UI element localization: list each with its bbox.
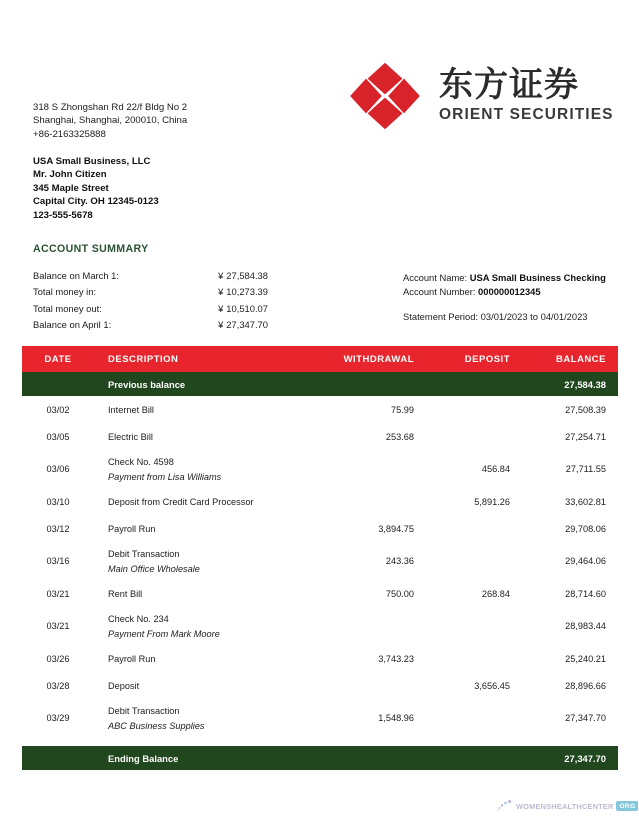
row-date: 03/06 (46, 464, 70, 474)
row-deposit: 456.84 (481, 464, 510, 474)
account-number-label: Account Number: (403, 285, 476, 297)
row-balance: 25,240.21 (565, 653, 606, 664)
currency-symbol: ¥ (218, 318, 224, 330)
row-deposit: 3,656.45 (474, 680, 510, 691)
customer-phone: 123-555-5678 (33, 209, 93, 221)
row-withdrawal (316, 672, 430, 699)
row-withdrawal: 243.36 (385, 556, 414, 566)
row-description-main: Debit Transaction (108, 548, 180, 559)
summary-value (182, 304, 268, 320)
row-description-main: Payroll Run (108, 523, 156, 534)
row-balance: 28,896.66 (565, 680, 606, 691)
previous-balance-amount: 27,584.38 (526, 372, 618, 396)
previous-balance-date (22, 372, 94, 396)
row-date: 03/26 (46, 653, 70, 664)
account-number-row (403, 285, 606, 299)
row-date: 03/05 (46, 431, 70, 442)
column-header-description: DESCRIPTION (94, 346, 316, 372)
column-header-date: DATE (22, 346, 94, 372)
row-description-main: Debit Transaction (108, 705, 180, 716)
logo-wordmark (439, 64, 614, 125)
dots-swoosh-icon (497, 799, 513, 813)
table-row (22, 515, 618, 542)
previous-balance-label: Previous balance (94, 372, 316, 396)
row-balance: 27,508.39 (565, 404, 606, 415)
row-date: 03/12 (46, 523, 70, 534)
table-row (22, 423, 618, 450)
summary-amount: 10,273.39 (226, 286, 268, 298)
account-details (403, 271, 606, 299)
previous-balance-deposit (430, 372, 526, 396)
account-summary-title: ACCOUNT SUMMARY (33, 243, 149, 255)
previous-balance-row (22, 372, 618, 396)
column-header-deposit: DEPOSIT (430, 346, 526, 372)
row-deposit (430, 515, 526, 542)
row-description-main: Payroll Run (108, 653, 156, 664)
previous-balance-withdrawal (316, 372, 430, 396)
ending-balance-deposit (430, 746, 526, 770)
row-deposit (430, 542, 526, 580)
summary-value (182, 271, 268, 287)
row-description-main: Deposit (108, 680, 140, 691)
transactions-table (22, 346, 618, 770)
row-description-main: Check No. 4598 (108, 456, 174, 467)
row-date: 03/16 (46, 556, 70, 566)
logo-english-name: ORIENT SECURITIES (439, 106, 614, 124)
row-withdrawal: 3,894.75 (378, 523, 414, 534)
summary-amount: 27,347.70 (226, 318, 268, 330)
row-balance: 28,714.60 (565, 588, 606, 599)
row-balance: 29,708.06 (565, 523, 606, 534)
row-withdrawal: 75.99 (391, 404, 414, 415)
row-withdrawal: 750.00 (385, 588, 414, 599)
row-deposit: 5,891.26 (474, 496, 510, 507)
account-name-label: Account Name: (403, 272, 468, 283)
row-deposit (430, 396, 526, 423)
row-description (94, 450, 316, 488)
account-number-value: 000000012345 (478, 285, 541, 297)
watermark-org-badge: ORG (616, 801, 638, 811)
customer-city-state-zip: Capital City. OH 12345-0123 (33, 196, 159, 208)
currency-symbol: ¥ (218, 302, 224, 314)
row-balance: 28,983.44 (565, 621, 606, 631)
currency-symbol: ¥ (218, 270, 224, 281)
statement-period-label: Statement Period: (403, 311, 479, 322)
customer-company: USA Small Business, LLC (33, 156, 151, 167)
row-description-main: Check No. 234 (108, 613, 169, 624)
row-description-sub: Payment from Lisa Williams (108, 471, 222, 482)
summary-value (182, 287, 268, 303)
summary-amount: 10,510.07 (226, 302, 268, 314)
bank-address-line-1: 318 S Zhongshan Rd 22/f Bldg No 2 (33, 102, 188, 113)
row-balance: 27,711.55 (565, 464, 606, 474)
row-withdrawal (316, 450, 430, 488)
statement-period-value: 03/01/2023 to 04/01/2023 (480, 311, 588, 322)
table-spacer (22, 737, 618, 746)
summary-row (33, 287, 268, 303)
orient-securities-logo (345, 58, 614, 134)
table-row (22, 542, 618, 580)
summary-label: Balance on March 1: (33, 270, 119, 281)
row-date: 03/02 (46, 404, 70, 415)
table-row (22, 396, 618, 423)
statement-period-row (403, 310, 588, 324)
logo-chinese-name: 东方证券 (439, 64, 579, 105)
account-name-row (403, 271, 606, 285)
summary-label: Total money in: (33, 286, 97, 298)
row-description (94, 515, 316, 542)
summary-row (33, 320, 268, 336)
row-balance: 27,254.71 (565, 431, 606, 442)
row-withdrawal: 1,548.96 (378, 713, 414, 723)
row-description (94, 699, 316, 737)
table-row (22, 488, 618, 515)
summary-label: Balance on April 1: (33, 318, 112, 330)
pinwheel-diamond-logo-icon (345, 58, 425, 134)
customer-address (33, 155, 159, 222)
table-row (22, 580, 618, 607)
row-withdrawal: 3,743.23 (378, 653, 414, 664)
summary-row (33, 271, 268, 287)
row-description-main: Rent Bill (108, 588, 143, 599)
bank-address-phone: +86-2163325888 (33, 128, 106, 140)
table-row (22, 672, 618, 699)
row-deposit (430, 699, 526, 737)
table-row (22, 699, 618, 737)
row-description (94, 488, 316, 515)
row-description (94, 607, 316, 645)
row-description (94, 580, 316, 607)
summary-amount: 27,584.38 (226, 270, 268, 281)
row-description-sub: Payment From Mark Moore (108, 628, 220, 639)
watermark-name: WOMENSHEALTHCENTER (516, 801, 614, 811)
row-description (94, 542, 316, 580)
row-balance: 29,464.06 (565, 556, 606, 566)
row-description (94, 396, 316, 423)
row-balance: 33,602.81 (565, 496, 606, 507)
row-date: 03/28 (46, 680, 70, 691)
summary-label: Total money out: (33, 302, 102, 314)
ending-balance-withdrawal (316, 746, 430, 770)
row-description-main: Electric Bill (108, 431, 153, 442)
row-deposit: 268.84 (481, 588, 510, 599)
ending-balance-amount: 27,347.70 (526, 746, 618, 770)
customer-name: Mr. John Citizen (33, 169, 107, 181)
row-date: 03/21 (46, 588, 70, 599)
bank-address (33, 101, 187, 141)
currency-symbol: ¥ (218, 286, 224, 298)
summary-value (182, 320, 268, 336)
bank-address-line-2: Shanghai, Shanghai, 200010, China (33, 115, 188, 127)
row-description (94, 672, 316, 699)
row-description-sub: ABC Business Supplies (108, 720, 205, 731)
column-header-withdrawal: WITHDRAWAL (316, 346, 430, 372)
row-description-sub: Main Office Wholesale (108, 563, 200, 574)
row-description-main: Deposit from Credit Card Processor (108, 496, 254, 507)
ending-balance-row (22, 746, 618, 770)
ending-balance-date (22, 746, 94, 770)
row-withdrawal: 253.68 (385, 431, 414, 442)
table-header-row (22, 346, 618, 372)
row-deposit (430, 423, 526, 450)
row-deposit (430, 607, 526, 645)
summary-row (33, 304, 268, 320)
table-row (22, 607, 618, 645)
row-withdrawal (316, 488, 430, 515)
row-date: 03/29 (46, 713, 70, 723)
account-summary-table (33, 271, 268, 336)
row-description (94, 645, 316, 672)
row-date: 03/21 (46, 621, 70, 631)
row-balance: 27,347.70 (565, 713, 606, 723)
table-row (22, 450, 618, 488)
ending-balance-label: Ending Balance (94, 746, 316, 770)
row-deposit (430, 645, 526, 672)
column-header-balance: BALANCE (526, 346, 618, 372)
row-description (94, 423, 316, 450)
row-description-main: Internet Bill (108, 404, 154, 415)
row-withdrawal (316, 607, 430, 645)
account-name-value: USA Small Business Checking (469, 272, 606, 283)
row-date: 03/10 (46, 496, 70, 507)
customer-street: 345 Maple Street (33, 182, 109, 194)
site-watermark (497, 799, 638, 813)
table-row (22, 645, 618, 672)
